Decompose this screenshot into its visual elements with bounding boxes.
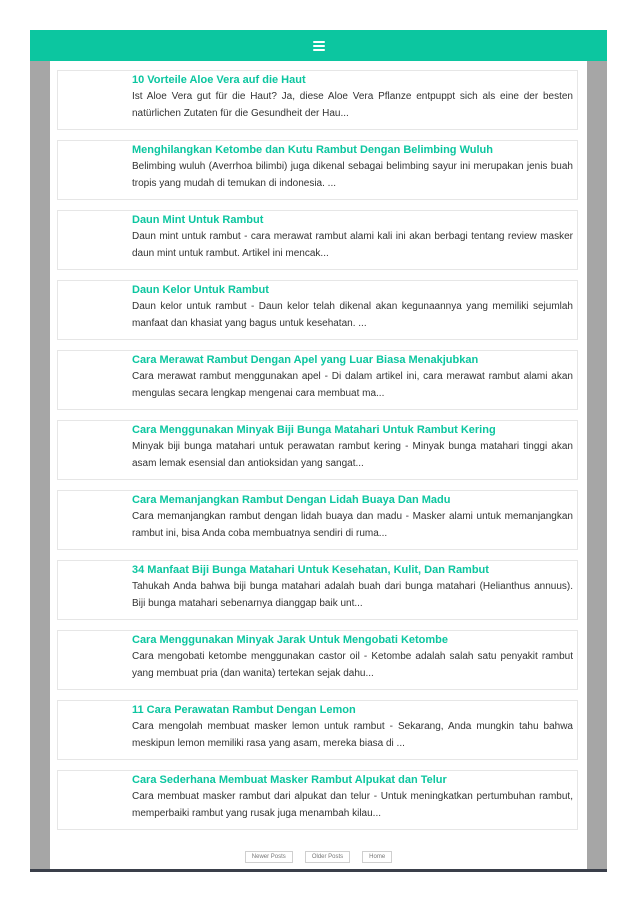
post-snippet: Minyak biji bunga matahari untuk perawatan rambut kering - Minyak bunga matahari tinggi akan asam lemak esensial dan antioksidan yang sangat... xyxy=(132,441,573,469)
list-item xyxy=(57,420,578,480)
post-snippet: Cara memanjangkan rambut dengan lidah buaya dan madu - Masker alami untuk memanjangkan rambut ini, bisa Anda coba membuatnya sendiri di ruma... xyxy=(132,511,573,539)
top-navigation-bar xyxy=(30,30,607,61)
post-thumbnail[interactable] xyxy=(58,561,130,619)
post-title-link[interactable]: 34 Manfaat Biji Bunga Matahari Untuk Kesehatan, Kulit, Dan Rambut xyxy=(132,564,489,576)
post-thumbnail[interactable] xyxy=(58,211,130,269)
post-title-link[interactable]: Cara Sederhana Membuat Masker Rambut Alpukat dan Telur xyxy=(132,774,447,786)
post-thumbnail[interactable] xyxy=(58,281,130,339)
post-thumbnail[interactable] xyxy=(58,491,130,549)
list-item xyxy=(57,490,578,550)
post-title-link[interactable]: Cara Menggunakan Minyak Biji Bunga Matahari Untuk Rambut Kering xyxy=(132,424,496,436)
post-thumbnail[interactable] xyxy=(58,631,130,689)
post-title-link[interactable]: Cara Memanjangkan Rambut Dengan Lidah Buaya Dan Madu xyxy=(132,494,451,506)
list-item xyxy=(57,770,578,830)
post-snippet: Belimbing wuluh (Averrhoa bilimbi) juga dikenal sebagai belimbing sayur ini merupakan jenis buah tropis yang mudah di temukan di indonesia. ... xyxy=(132,161,573,189)
list-item xyxy=(57,560,578,620)
post-thumbnail[interactable] xyxy=(58,421,130,479)
post-title-link[interactable]: 10 Vorteile Aloe Vera auf die Haut xyxy=(132,74,306,86)
post-snippet: Tahukah Anda bahwa biji bunga matahari adalah buah dari bunga matahari (Helianthus annuus). Biji bunga matahari sebenarnya dianggap baik unt... xyxy=(132,581,573,609)
list-item xyxy=(57,630,578,690)
blog-pager xyxy=(50,851,587,865)
post-snippet: Ist Aloe Vera gut für die Haut? Ja, diese Aloe Vera Pflanze entpuppt sich als eine der besten natürlichen Zutaten für die Gesundheit der Hau... xyxy=(132,91,573,119)
post-thumbnail[interactable] xyxy=(58,351,130,409)
frame-bottom-border xyxy=(30,869,607,872)
post-title-link[interactable]: Cara Menggunakan Minyak Jarak Untuk Mengobati Ketombe xyxy=(132,634,449,646)
hamburger-menu-icon[interactable] xyxy=(313,41,325,51)
home-link[interactable]: Home xyxy=(362,851,392,863)
post-snippet: Cara membuat masker rambut dari alpukat dan telur - Untuk meningkatkan pertumbuhan rambut, memperbaiki rambut yang rusak juga menambah kilau... xyxy=(132,791,573,819)
post-title-link[interactable]: Menghilangkan Ketombe dan Kutu Rambut Dengan Belimbing Wuluh xyxy=(132,144,493,156)
newer-posts-link[interactable]: Newer Posts xyxy=(245,851,293,863)
post-title-link[interactable]: Cara Merawat Rambut Dengan Apel yang Luar Biasa Menakjubkan xyxy=(132,354,479,366)
list-item xyxy=(57,280,578,340)
post-thumbnail[interactable] xyxy=(58,701,130,759)
post-snippet: Daun kelor untuk rambut - Daun kelor telah dikenal akan kegunaannya yang memiliki sejumlah manfaat dan khasiat yang bagus untuk kesehatan. ... xyxy=(132,301,573,329)
post-thumbnail[interactable] xyxy=(58,141,130,199)
list-item xyxy=(57,70,578,130)
post-list xyxy=(57,70,578,840)
older-posts-link[interactable]: Older Posts xyxy=(305,851,350,863)
list-item xyxy=(57,700,578,760)
post-snippet: Cara mengobati ketombe menggunakan castor oil - Ketombe adalah salah satu penyakit rambut yang membuat pria (dan wanita) tertekan sejak dahu... xyxy=(132,651,573,679)
post-snippet: Cara merawat rambut menggunakan apel - Di dalam artikel ini, cara merawat rambut alami akan mengulas secara lengkap mengenai cara membuat ma... xyxy=(132,371,573,399)
post-title-link[interactable]: Daun Kelor Untuk Rambut xyxy=(132,284,269,296)
list-item xyxy=(57,350,578,410)
list-item xyxy=(57,140,578,200)
post-title-link[interactable]: Daun Mint Untuk Rambut xyxy=(132,214,264,226)
post-snippet: Cara mengolah membuat masker lemon untuk rambut - Sekarang, Anda mungkin tahu bahwa meskipun lemon memiliki rasa yang asam, mereka biasa di ... xyxy=(132,721,573,749)
post-thumbnail[interactable] xyxy=(58,71,130,129)
list-item xyxy=(57,210,578,270)
post-snippet: Daun mint untuk rambut - cara merawat rambut alami kali ini akan berbagi tentang review masker daun mint untuk rambut. Artikel ini mencak... xyxy=(132,231,573,259)
post-thumbnail[interactable] xyxy=(58,771,130,829)
post-title-link[interactable]: 11 Cara Perawatan Rambut Dengan Lemon xyxy=(132,704,356,716)
